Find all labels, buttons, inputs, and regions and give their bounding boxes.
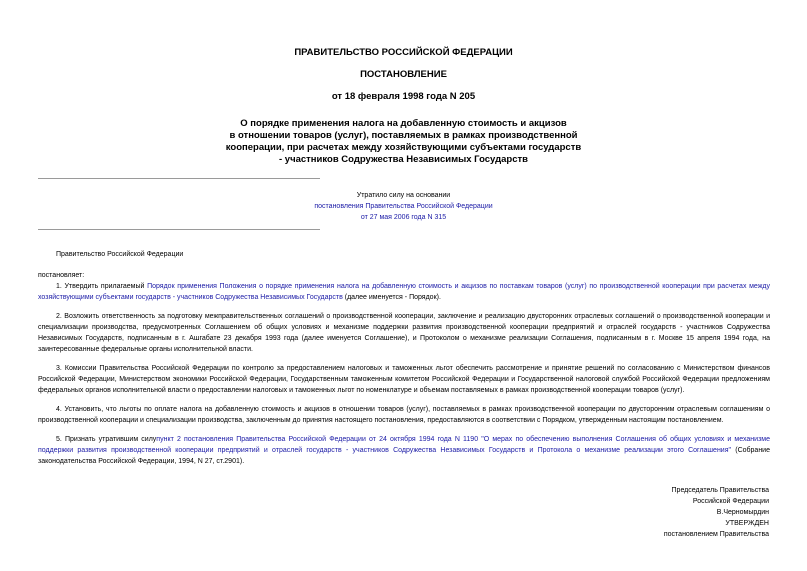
divider-top [38,178,320,179]
procedure-link[interactable]: Порядок применения Положения о порядке применения налога на добавленную стоимость и акцизов по поставкам товаров (услуг) по производственной кооперации при расчетах между хозяйствующими субъектами государств - участников Содружества Независимых Государств [38,283,770,301]
signature-block [664,485,769,540]
paragraph-2: 2. Возложить ответственность за подготовку межправительственных соглашений о производственной кооперации, заключение и реализацию двусторонних отраслевых соглашений о производственной кооперации и специализации производства, предусмотренных Соглашением об общих условиях и механизме поддержки развития производственной кооперации предприятий и отраслей государств - участников Содружества Независимых Государств, подписанным в г. Ашгабате 23 декабря 1993 года (далее именуется Соглашение), и Протоколом о механизме реализации Соглашения, подписанным в г. Москве 15 апреля 1994 года, на заинтересованные федеральные органы исполнительной власти. [38,313,770,353]
issuer-text: Правительство Российской Федерации [56,251,184,258]
title-line: - участников Содружества Независимых Государств [278,154,528,165]
repealed-decree-link[interactable]: пункт 2 постановления Правительства Российской Федерации от 24 октября 1994 года N 1190 "О мерах по обеспечению выполнения Соглашения об общих условиях и механизме поддержки развития производственной кооперации предприятий и отраслей государств - участников Содружества Независимых Государств и Протокола о механизме реализации этого Соглашения" [38,436,770,454]
approved-label: УТВЕРЖДЕН [725,520,769,527]
paragraph-5-start: 5. Признать утратившим силу [56,436,157,443]
government-heading: ПРАВИТЕЛЬСТВО РОССИЙСКОЙ ФЕДЕРАЦИИ [294,47,513,58]
resolves-text: постановляет: [38,272,85,279]
paragraph-1-end: (далее именуется - Порядок). [342,294,441,301]
paragraph-1 [38,281,770,303]
repeal-decree-link[interactable]: постановления Правительства Российской Федерации [314,203,493,210]
signature-position: Председатель Правительства [671,487,769,494]
repeal-decree-date-link[interactable]: от 27 мая 2006 года N 315 [360,214,447,221]
document-title [0,118,807,166]
signature-country: Российской Федерации [692,498,769,505]
title-line: в отношении товаров (услуг), поставляемых в рамках производственной [229,130,578,141]
title-line: О порядке применения налога на добавленную стоимость и акцизов [240,118,567,129]
paragraph-5-end: (Собрание законодательства Российской Федерации, 1994, N 27, ст.2901). [38,447,770,465]
document-date-number: от 18 февраля 1998 года N 205 [331,91,476,102]
paragraph-5 [38,434,770,467]
document-type: ПОСТАНОВЛЕНИЕ [360,69,447,80]
paragraph-3: 3. Комиссии Правительства Российской Федерации по контролю за предоставлением налоговых и таможенных льгот обеспечить рассмотрение и принятие решений по согласованию с Министерством финансов Российской Федерации, Министерством экономики Российской Федерации, Государственным таможенным комитетом Российской Федерации и Государственной налоговой службой Российской Федерации предложениям федеральных органов исполнительной власти о предоставлении налоговых и таможенных льгот по номенклатуре и объемам поставляемых в рамках производственной кооперации товаров (услуг). [38,365,770,394]
approved-by: постановлением Правительства [663,531,769,538]
paragraph-1-start: 1. Утвердить прилагаемый [56,283,148,290]
signature-name: В.Черномырдин [716,509,769,516]
divider-bottom [38,229,320,230]
paragraph-4: 4. Установить, что льготы по оплате налога на добавленную стоимость и акцизов в отношении товаров (услуг), поставляемых в рамках производственной кооперации по двусторонним отраслевым соглашениям о производственной кооперации и специализации производства, заключенным до принятия настоящего постановления, предоставляются в соответствии с Порядком, утвержденным настоящим постановлением. [38,406,770,424]
title-line: кооперации, при расчетах между хозяйствующими субъектами государств [225,142,582,153]
status-note-text: Утратило силу на основании [356,192,451,199]
status-note [0,190,807,223]
